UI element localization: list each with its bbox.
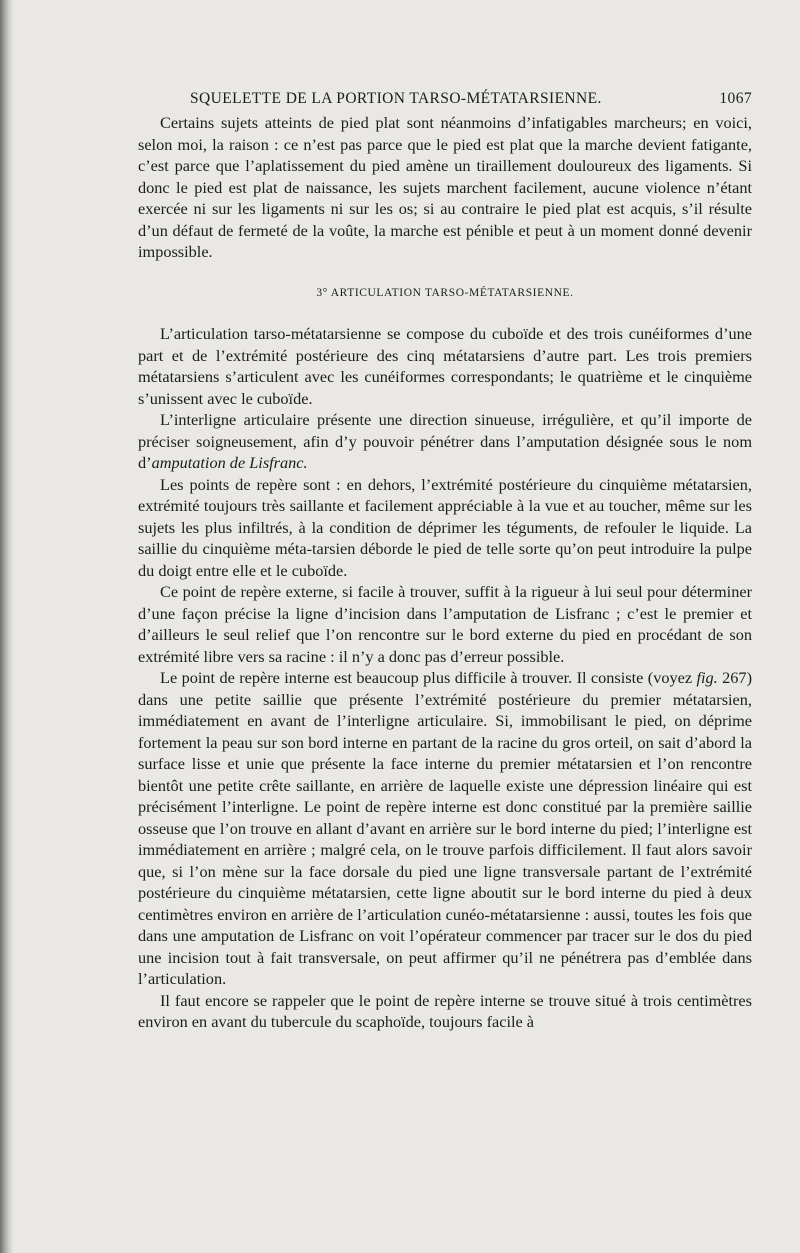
figure-reference: fig. <box>696 668 718 687</box>
running-header <box>138 72 752 112</box>
paragraph-repere-externe: Ce point de repère externe, si facile à trouver, suffit à la rigueur à lui seul pour déterminer d’une façon précise la ligne d’incision dans l’amputation de Lisfranc ; c’est le premier et d’ailleurs le seul relief que l’on rencontre sur le bord externe du pied en procédant de son extrémité libre vers sa racine : il n’y a donc pas d’erreur possible. <box>138 582 752 666</box>
paragraph-points-repere: Les points de repère sont : en dehors, l’extrémité postérieure du cinquième métatarsien, extrémité toujours très saillante et facilement appréciable à la vue et au toucher, même sur les sujets les plus infiltrés, à la condition de déprimer les téguments, de refouler le liquide. La saillie du cinquième méta-tarsien déborde le pied de telle sorte qu’on peut introduire la pulpe du doigt entre elle et le cuboïde. <box>138 474 752 580</box>
amputation-lisfranc-term: amputation de Lisfranc. <box>151 453 308 472</box>
repere-interne-text-rest: 267) dans une petite saillie que présente l’extrémité postérieure du premier métatarsien, immédiatement en avant de l’interligne articulaire. Si, immobilisant le pied, on déprime fortement la peau sur son bord interne en partant de la racine du gros orteil, on sait d’abord la surface lisse et unie que présente la face interne du premier métatarsien et l’on rencontre bientôt une petite crête saillante, en arrière de laquelle existe une dépression linéaire qui est précisément l’interligne. Le point de repère interne est donc constitué par la première saillie osseuse que l’on trouve en allant d’avant en arrière sur le bord interne du pied; l’interligne est immédiatement en arrière ; malgré cela, on le trouve parfois difficilement. Il faut alors savoir que, si l’on mène sur la face dorsale du pied une ligne transversale partant de l’extrémité postérieure du cinquième métatarsien, cette ligne aboutit sur le bord interne du pied à deux centimètres environ en arrière de l’articulation cunéo-métatarsienne : aussi, toutes les fois que dans une amputation de Lisfranc on voit l’opérateur commencer par tracer sur le dos du pied une incision tout à fait transversale, on peut affirmer qu’il ne pénétrera pas d’emblée dans l’articulation. <box>138 668 752 988</box>
paragraph-pied-plat: Certains sujets atteints de pied plat sont néanmoins d’infatigables marcheurs; en voici, selon moi, la raison : ce n’est pas parce que le pied est plat que la marche devient fatigante, c’est parce que l’aplatissement du pied amène un tiraillement douloureux des ligaments. Si donc le pied est plat de naissance, les sujets marchent facilement, aucune violence n’étant exercée ni sur les ligaments ni sur les os; si au contraire le pied plat est acquis, s’il résulte d’un défaut de fermeté de la voûte, la marche est pénible et peut à un moment donné devenir impossible. <box>138 113 752 261</box>
paragraph-repere-interne <box>138 667 752 990</box>
interligne-text: L’interligne articulaire présente une direction sinueuse, irrégulière, et qu’il importe de préciser soigneusement, afin d’y pouvoir pénétrer dans l’amputation désignée sous le nom d’ <box>138 410 752 472</box>
book-page <box>138 0 752 1033</box>
repere-interne-text-start: Le point de repère interne est beaucoup plus difficile à trouver. Il consiste (voyez <box>160 668 697 687</box>
page-number: 1067 <box>719 90 752 107</box>
body-text <box>138 112 752 1033</box>
paragraph-composition: L’articulation tarso-métatarsienne se compose du cuboïde et des trois cunéiformes d’une part et de l’extrémité postérieure des cinq métatarsiens d’autre part. Les trois premiers métatarsiens s’articulent avec les cunéiformes correspondants; le quatrième et le cinquième s’unissent avec le cuboïde. <box>138 324 752 408</box>
paragraph-interligne <box>138 409 752 474</box>
paragraph-scaphoide: Il faut encore se rappeler que le point de repère interne se trouve situé à trois centimètres environ en avant du tubercule du scaphoïde, toujours facile à <box>138 990 752 1031</box>
running-title: SQUELETTE DE LA PORTION TARSO-MÉTATARSIENNE. <box>190 90 602 107</box>
section-heading: 3° ARTICULATION TARSO-MÉTATARSIENNE. <box>316 286 574 299</box>
page-gutter-shadow <box>0 0 14 1253</box>
